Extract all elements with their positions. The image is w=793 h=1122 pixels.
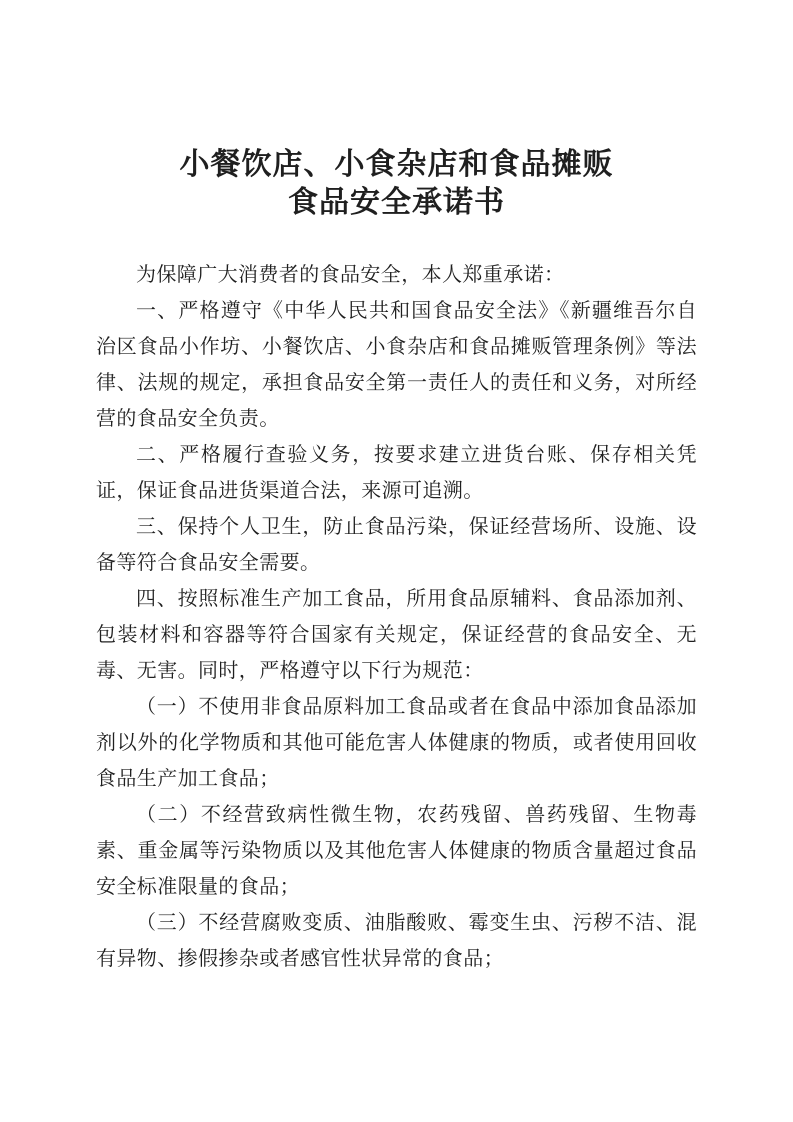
paragraph-clause-3: 三、保持个人卫生，防止食品污染，保证经营场所、设施、设备等符合食品安全需要。 <box>96 516 697 574</box>
paragraph-clause-1: 一、严格遵守《中华人民共和国食品安全法》《新疆维吾尔自治区食品小作坊、小餐饮店、小食杂店和食品摊贩管理条例》等法律、法规的规定，承担食品安全第一责任人的责任和义务，对所经营的食品安全负责。 <box>96 300 697 430</box>
document-title-line-2: 食品安全承诺书 <box>288 186 505 219</box>
paragraph-clause-4: 四、按照标准生产加工食品，所用食品原辅料、食品添加剂、包装材料和容器等符合国家有关规定，保证经营的食品安全、无毒、无害。同时，严格遵守以下行为规范： <box>96 588 697 682</box>
paragraph-clause-2: 二、严格履行查验义务，按要求建立进货台账、保存相关凭证，保证食品进货渠道合法，来源可追溯。 <box>96 444 697 502</box>
paragraph-preamble: 为保障广大消费者的食品安全，本人郑重承诺： <box>136 264 565 286</box>
document-content <box>96 146 697 977</box>
document-body <box>96 257 697 977</box>
paragraph-subclause-2: （二）不经营致病性微生物，农药残留、兽药残留、生物毒素、重金属等污染物质以及其他危害人体健康的物质含量超过食品安全标准限量的食品； <box>96 804 697 898</box>
paragraph-subclause-3: （三）不经营腐败变质、油脂酸败、霉变生虫、污秽不洁、混有异物、掺假掺杂或者感官性状异常的食品； <box>96 912 697 970</box>
document-title-line-1: 小餐饮店、小食杂店和食品摊贩 <box>179 148 614 181</box>
document-title <box>96 146 697 222</box>
paragraph-subclause-1: （一）不使用非食品原料加工食品或者在食品中添加食品添加剂以外的化学物质和其他可能危害人体健康的物质，或者使用回收食品生产加工食品； <box>96 696 697 790</box>
